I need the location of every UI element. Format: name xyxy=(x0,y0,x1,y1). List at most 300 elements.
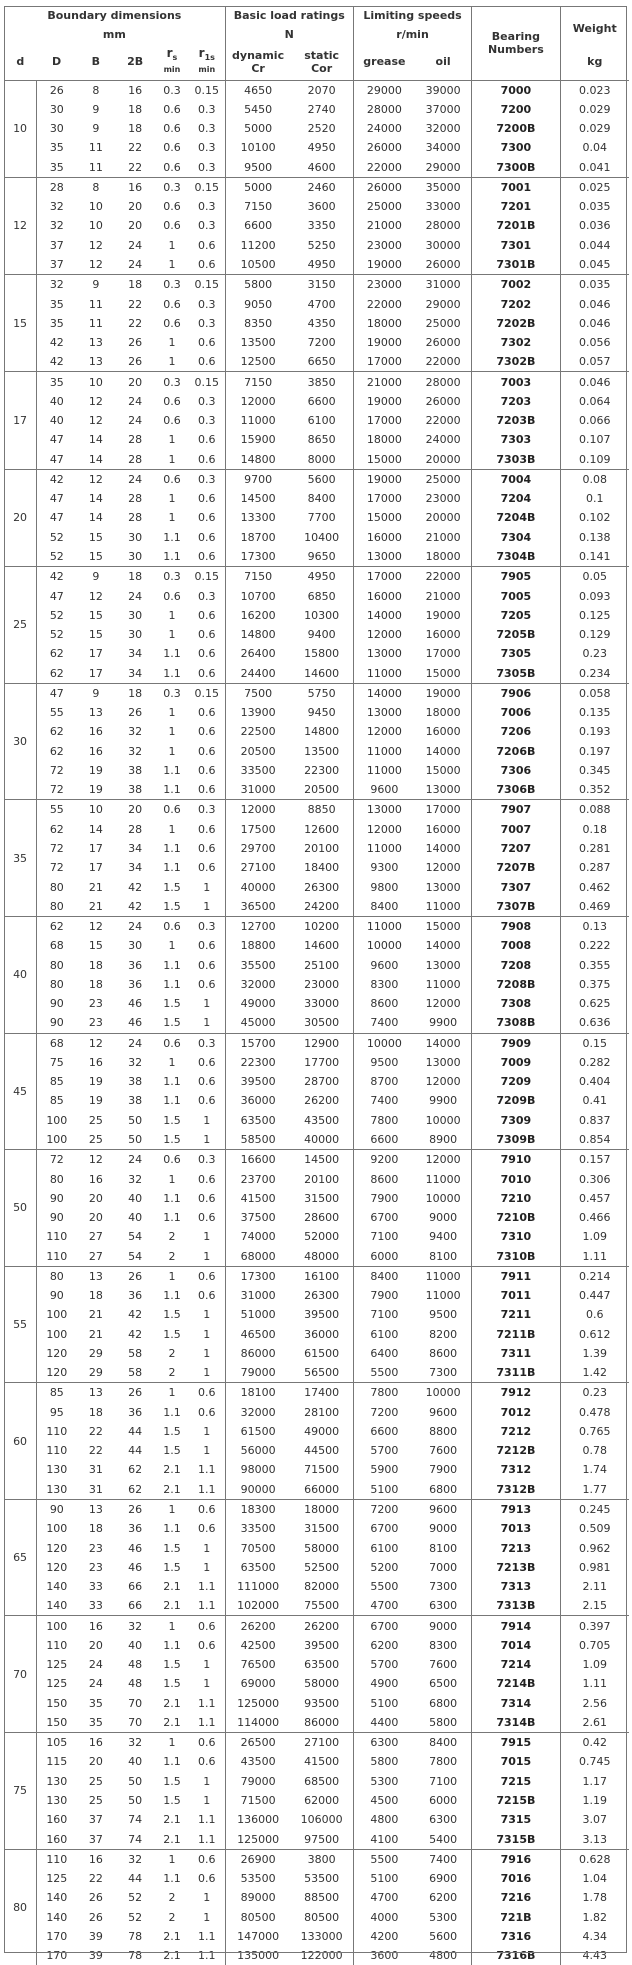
cell-dynamic-cr: 71500 xyxy=(225,1791,290,1810)
cell-bearing-number: 7210B xyxy=(472,1208,560,1227)
cell-r1s: 0.6 xyxy=(189,1733,225,1753)
cell-weight: 1.04 xyxy=(560,1869,629,1888)
cell-2B: 58 xyxy=(128,1346,143,1360)
table-row xyxy=(4,1733,629,1753)
cell-D: 105 xyxy=(37,1733,77,1753)
cell-grease: 23000 xyxy=(353,275,415,295)
cell-2B: 24 xyxy=(128,258,143,272)
cell-rs: 1.1 xyxy=(163,841,181,855)
cell-2B: 24 xyxy=(128,238,143,252)
cell-bearing-number: 7016 xyxy=(472,1869,560,1888)
cell-static-cor: 44500 xyxy=(304,1444,340,1458)
cell-bearing-number: 7300B xyxy=(472,158,560,178)
cell-dynamic-cr: 18300 xyxy=(225,1499,290,1519)
cell-weight: 0.6 xyxy=(560,1305,629,1324)
cell-bearing-number: 7314B xyxy=(472,1713,560,1733)
cell-B: 19 xyxy=(88,1094,103,1108)
cell-static-cor: 93500 xyxy=(304,1696,340,1710)
cell-D: 90 xyxy=(37,1208,77,1227)
col-kg-header: kg xyxy=(560,44,629,80)
cell-2B: 40 xyxy=(128,1211,143,1225)
table-row xyxy=(4,352,629,372)
cell-dynamic-cr: 16200 xyxy=(225,606,290,625)
cell-bearing-number: 7310 xyxy=(472,1227,560,1246)
cell-oil: 37000 xyxy=(425,102,461,116)
cell-2B: 32 xyxy=(128,725,143,739)
cell-D: 100 xyxy=(37,1325,77,1344)
table-row xyxy=(4,780,629,800)
cell-dynamic-cr: 125000 xyxy=(225,1694,290,1713)
cell-bearing-number: 7303B xyxy=(472,450,560,470)
cell-rs: 1.1 xyxy=(163,1094,181,1108)
cell-oil: 8300 xyxy=(429,1638,458,1652)
cell-D: 47 xyxy=(37,430,77,449)
cell-weight: 0.029 xyxy=(560,100,629,119)
cell-weight: 1.09 xyxy=(560,1655,629,1674)
cell-bearing-number: 7302B xyxy=(472,352,560,372)
bore-diameter-cell: 40 xyxy=(4,916,37,1033)
table-row xyxy=(4,1791,629,1810)
cell-r1s: 0.6 xyxy=(189,1849,225,1869)
cell-weight: 0.457 xyxy=(560,1189,629,1208)
cell-rs: 1 xyxy=(168,452,176,466)
cell-bearing-number: 7008 xyxy=(472,936,560,955)
cell-2B: 58 xyxy=(128,1366,143,1380)
cell-grease: 22000 xyxy=(353,158,415,178)
cell-bearing-number: 7214 xyxy=(472,1655,560,1674)
cell-2B: 16 xyxy=(115,177,155,197)
cell-dynamic-cr: 10700 xyxy=(225,586,290,605)
cell-weight: 0.981 xyxy=(560,1558,629,1577)
cell-oil: 25000 xyxy=(425,316,461,330)
cell-B: 18 xyxy=(88,958,103,972)
cell-B: 39 xyxy=(88,1929,103,1943)
cell-D: 52 xyxy=(37,547,77,567)
cell-B: 16 xyxy=(77,1849,116,1869)
cell-B: 18 xyxy=(88,1405,103,1419)
table-row xyxy=(4,722,629,741)
cell-weight: 0.058 xyxy=(560,683,629,703)
table-row xyxy=(4,216,629,235)
cell-r1s: 0.6 xyxy=(198,822,216,836)
cell-bearing-number: 7213B xyxy=(472,1558,560,1577)
table-row xyxy=(4,392,629,411)
cell-static-cor: 4950 xyxy=(307,141,336,155)
cell-r1s: 1 xyxy=(203,997,211,1011)
cell-static-cor: 25100 xyxy=(304,958,340,972)
cell-2B: 34 xyxy=(128,647,143,661)
cell-r1s: 0.6 xyxy=(198,939,216,953)
cell-bearing-number: 7205 xyxy=(472,606,560,625)
table-row xyxy=(4,1636,629,1655)
cell-B: 12 xyxy=(88,238,103,252)
cell-r1s: 1 xyxy=(203,1424,211,1438)
cell-r1s: 0.6 xyxy=(198,238,216,252)
cell-oil: 6000 xyxy=(429,1794,458,1807)
cell-static-cor: 53500 xyxy=(304,1872,340,1886)
cell-2B: 46 xyxy=(128,1560,143,1574)
cell-dynamic-cr: 22500 xyxy=(225,722,290,741)
cell-2B: 50 xyxy=(128,1774,143,1788)
cell-r1s: 0.6 xyxy=(198,763,216,777)
table-row xyxy=(4,1383,629,1403)
cell-grease: 4700 xyxy=(353,1596,415,1616)
cell-D: 68 xyxy=(37,936,77,955)
cell-dynamic-cr: 12000 xyxy=(225,392,290,411)
cell-rs: 0.3 xyxy=(155,372,189,392)
cell-rs: 1 xyxy=(168,725,176,739)
cell-B: 25 xyxy=(88,1794,103,1807)
cell-bearing-number: 7202 xyxy=(472,294,560,313)
cell-static-cor: 82000 xyxy=(304,1580,340,1594)
cell-bearing-number: 7914 xyxy=(472,1616,560,1636)
cell-bearing-number: 7200B xyxy=(472,119,560,138)
cell-oil: 29000 xyxy=(425,297,461,311)
table-row xyxy=(4,1499,629,1519)
cell-2B: 50 xyxy=(128,1132,143,1146)
cell-D: 100 xyxy=(37,1305,77,1324)
cell-rs: 1.1 xyxy=(163,647,181,661)
cell-grease: 6100 xyxy=(353,1538,415,1557)
cell-r1s: 0.6 xyxy=(198,1094,216,1108)
cell-B: 13 xyxy=(77,1266,116,1286)
cell-2B: 78 xyxy=(128,1949,143,1963)
cell-rs: 2 xyxy=(168,1891,176,1905)
table-row xyxy=(4,1674,629,1693)
cell-2B: 32 xyxy=(128,1172,143,1186)
cell-static-cor: 8400 xyxy=(307,492,336,506)
table-row xyxy=(4,1305,629,1324)
cell-rs: 0.6 xyxy=(163,589,181,603)
cell-bearing-number: 7216 xyxy=(472,1888,560,1907)
cell-B: 21 xyxy=(88,880,103,894)
r1s-min-label: min xyxy=(198,65,216,75)
cell-r1s: 0.3 xyxy=(198,219,216,233)
cell-rs: 0.3 xyxy=(155,80,189,100)
table-row xyxy=(4,1558,629,1577)
cell-bearing-number: 7208B xyxy=(472,975,560,994)
cell-D: 75 xyxy=(37,1053,77,1072)
cell-weight: 0.447 xyxy=(560,1286,629,1305)
cell-weight: 0.745 xyxy=(560,1752,629,1771)
cell-weight: 3.13 xyxy=(560,1829,629,1849)
cell-D: 85 xyxy=(37,1091,77,1110)
cell-weight: 0.1 xyxy=(560,489,629,508)
cell-grease: 5300 xyxy=(353,1772,415,1791)
cell-weight: 0.035 xyxy=(560,275,629,295)
cell-D: 47 xyxy=(37,586,77,605)
cell-oil: 7900 xyxy=(429,1463,458,1477)
cell-oil: 7000 xyxy=(429,1560,458,1574)
cell-bearing-number: 7006 xyxy=(472,703,560,722)
cell-r1s: 0.3 xyxy=(198,122,216,136)
cell-r1s: 0.15 xyxy=(189,567,225,587)
cell-B: 9 xyxy=(92,102,100,116)
cell-2B: 24 xyxy=(115,916,155,936)
cell-static-cor: 3150 xyxy=(290,275,353,295)
cell-rs: 2.1 xyxy=(163,1580,181,1594)
col-r1s-header xyxy=(189,44,225,80)
cell-dynamic-cr: 6600 xyxy=(225,216,290,235)
cell-weight: 0.375 xyxy=(560,975,629,994)
cell-B: 21 xyxy=(88,1327,103,1341)
cell-r1s: 0.6 xyxy=(198,958,216,972)
cell-D: 125 xyxy=(37,1655,77,1674)
cell-weight: 0.023 xyxy=(560,80,629,100)
cell-D: 90 xyxy=(37,1499,77,1519)
cell-weight: 0.281 xyxy=(560,839,629,858)
cell-rs: 0.6 xyxy=(155,1033,189,1053)
cell-dynamic-cr: 86000 xyxy=(225,1344,290,1363)
cell-weight: 0.765 xyxy=(560,1422,629,1441)
cell-grease: 7800 xyxy=(353,1383,415,1403)
cell-r1s: 1 xyxy=(203,1910,211,1924)
cell-D: 170 xyxy=(37,1946,77,1965)
table-row xyxy=(4,1266,629,1286)
cell-r1s: 0.6 xyxy=(198,1755,216,1769)
cell-static-cor: 39500 xyxy=(304,1308,340,1322)
cell-static-cor: 4950 xyxy=(290,567,353,587)
cell-weight: 0.093 xyxy=(560,586,629,605)
cell-2B: 26 xyxy=(128,336,143,350)
cell-grease: 7200 xyxy=(353,1403,415,1422)
cell-grease: 5100 xyxy=(353,1869,415,1888)
cell-dynamic-cr: 29700 xyxy=(225,839,290,858)
cell-B: 29 xyxy=(88,1366,103,1380)
cell-r1s: 0.15 xyxy=(189,683,225,703)
cell-oil: 14000 xyxy=(425,744,461,758)
cell-oil: 7300 xyxy=(429,1366,458,1380)
cell-2B: 22 xyxy=(128,316,143,330)
cell-r1s: 1 xyxy=(203,1016,211,1030)
cell-rs: 1.1 xyxy=(163,1638,181,1652)
cell-weight: 0.046 xyxy=(560,294,629,313)
cell-2B: 24 xyxy=(128,394,143,408)
cell-oil: 11000 xyxy=(425,1289,461,1303)
cell-grease: 5900 xyxy=(353,1460,415,1479)
cell-r1s: 0.6 xyxy=(198,706,216,720)
cell-2B: 48 xyxy=(128,1658,143,1672)
cell-rs: 0.6 xyxy=(163,219,181,233)
cell-r1s: 1 xyxy=(203,1444,211,1458)
cell-static-cor: 63500 xyxy=(304,1658,340,1672)
cell-rs: 1.5 xyxy=(163,1774,181,1788)
cell-weight: 1.42 xyxy=(560,1363,629,1383)
cell-weight: 1.39 xyxy=(560,1344,629,1363)
cell-grease: 9300 xyxy=(353,858,415,877)
cell-dynamic-cr: 80500 xyxy=(225,1907,290,1926)
cell-rs: 1 xyxy=(168,1172,176,1186)
cell-rs: 0.3 xyxy=(155,683,189,703)
table-row xyxy=(4,275,629,295)
cell-dynamic-cr: 51000 xyxy=(225,1305,290,1324)
table-row xyxy=(4,683,629,703)
cell-rs: 2 xyxy=(168,1910,176,1924)
cell-static-cor: 62000 xyxy=(304,1794,340,1807)
cell-grease: 7400 xyxy=(353,1091,415,1110)
cell-2B: 20 xyxy=(128,200,143,214)
table-row xyxy=(4,1227,629,1246)
cell-D: 90 xyxy=(37,994,77,1013)
cell-bearing-number: 7309B xyxy=(472,1130,560,1150)
cell-oil: 6300 xyxy=(429,1599,458,1613)
cell-grease: 4100 xyxy=(353,1829,415,1849)
col-rs-header xyxy=(155,44,189,80)
cell-oil: 8100 xyxy=(429,1249,458,1263)
cell-rs: 1 xyxy=(168,336,176,350)
cell-static-cor: 4950 xyxy=(307,258,336,272)
cell-grease: 5800 xyxy=(353,1752,415,1771)
cell-D: 100 xyxy=(37,1111,77,1130)
cell-static-cor: 2740 xyxy=(307,102,336,116)
cell-rs: 1.1 xyxy=(163,861,181,875)
cell-D: 140 xyxy=(37,1888,77,1907)
cell-2B: 26 xyxy=(115,1499,155,1519)
cell-B: 24 xyxy=(88,1677,103,1691)
cell-2B: 46 xyxy=(128,1541,143,1555)
cell-D: 130 xyxy=(37,1460,77,1479)
cell-r1s: 0.3 xyxy=(189,916,225,936)
cell-2B: 34 xyxy=(128,841,143,855)
table-row xyxy=(4,158,629,178)
cell-dynamic-cr: 76500 xyxy=(225,1655,290,1674)
cell-weight: 0.138 xyxy=(560,528,629,547)
table-row xyxy=(4,430,629,449)
cell-grease: 16000 xyxy=(353,528,415,547)
cell-r1s: 1 xyxy=(203,1230,211,1244)
cell-grease: 8300 xyxy=(353,975,415,994)
cell-oil: 10000 xyxy=(425,1191,461,1205)
cell-bearing-number: 7916 xyxy=(472,1849,560,1869)
cell-bearing-number: 7009 xyxy=(472,1053,560,1072)
cell-static-cor: 8650 xyxy=(307,433,336,447)
table-body xyxy=(4,80,629,1965)
bore-diameter-cell: 70 xyxy=(4,1616,37,1733)
cell-r1s: 0.6 xyxy=(198,608,216,622)
cell-static-cor: 52500 xyxy=(304,1560,340,1574)
cell-grease: 6200 xyxy=(353,1636,415,1655)
cell-2B: 24 xyxy=(115,1033,155,1053)
cell-bearing-number: 7213 xyxy=(472,1538,560,1557)
cell-oil: 14000 xyxy=(425,939,461,953)
cell-grease: 6600 xyxy=(353,1422,415,1441)
cell-2B: 28 xyxy=(128,452,143,466)
cell-D: 47 xyxy=(37,683,77,703)
cell-B: 19 xyxy=(88,1075,103,1089)
cell-grease: 21000 xyxy=(353,216,415,235)
cell-bearing-number: 7310B xyxy=(472,1246,560,1266)
bore-diameter-cell: 17 xyxy=(4,372,37,469)
cell-D: 130 xyxy=(37,1791,77,1810)
cell-B: 9 xyxy=(77,275,116,295)
col-dynamic-header xyxy=(225,44,290,80)
table-row xyxy=(4,1403,629,1422)
cell-B: 25 xyxy=(88,1774,103,1788)
cell-static-cor: 68500 xyxy=(304,1774,340,1788)
bearing-numbers-header xyxy=(472,6,560,80)
cell-B: 10 xyxy=(77,800,116,820)
table-row xyxy=(4,1013,629,1033)
cell-2B: 54 xyxy=(128,1230,143,1244)
cell-grease: 6000 xyxy=(353,1246,415,1266)
cell-B: 12 xyxy=(88,258,103,272)
cell-oil: 11000 xyxy=(415,1266,472,1286)
cell-weight: 0.306 xyxy=(560,1169,629,1188)
col-2B-header: 2B xyxy=(115,44,155,80)
table-row xyxy=(4,1655,629,1674)
cell-r1s: 0.15 xyxy=(189,177,225,197)
cell-rs: 1 xyxy=(168,939,176,953)
bore-diameter-cell: 55 xyxy=(4,1266,37,1383)
cell-oil: 21000 xyxy=(425,589,461,603)
cell-static-cor: 17400 xyxy=(290,1383,353,1403)
cell-grease: 6400 xyxy=(353,1344,415,1363)
cell-2B: 26 xyxy=(128,706,143,720)
cell-r1s: 1 xyxy=(203,1327,211,1341)
cell-D: 37 xyxy=(37,236,77,255)
cell-grease: 4700 xyxy=(353,1888,415,1907)
cell-2B: 18 xyxy=(128,102,143,116)
cell-D: 80 xyxy=(37,897,77,917)
cell-grease: 4500 xyxy=(353,1791,415,1810)
cell-oil: 7300 xyxy=(429,1580,458,1594)
cell-bearing-number: 7212B xyxy=(472,1441,560,1460)
cell-weight: 0.355 xyxy=(560,955,629,974)
cell-grease: 8600 xyxy=(353,994,415,1013)
cell-dynamic-cr: 35500 xyxy=(225,955,290,974)
cell-grease: 7800 xyxy=(353,1111,415,1130)
cell-D: 140 xyxy=(37,1577,77,1596)
cell-D: 120 xyxy=(37,1558,77,1577)
cell-oil: 12000 xyxy=(425,997,461,1011)
cell-dynamic-cr: 26200 xyxy=(225,1616,290,1636)
cell-r1s: 0.6 xyxy=(198,511,216,525)
cell-r1s: 0.3 xyxy=(189,800,225,820)
cell-r1s: 0.6 xyxy=(198,783,216,797)
table-row xyxy=(4,839,629,858)
cell-static-cor: 13500 xyxy=(304,744,340,758)
cell-B: 11 xyxy=(88,141,103,155)
cell-static-cor: 43500 xyxy=(304,1113,340,1127)
cell-2B: 38 xyxy=(128,1094,143,1108)
cell-r1s: 0.6 xyxy=(198,666,216,680)
cell-D: 62 xyxy=(37,644,77,663)
cell-static-cor: 20100 xyxy=(304,1172,340,1186)
cell-2B: 26 xyxy=(128,355,143,369)
cell-B: 26 xyxy=(88,1891,103,1905)
cell-grease: 7400 xyxy=(353,1013,415,1033)
cell-rs: 1.1 xyxy=(163,530,181,544)
cell-D: 110 xyxy=(37,1422,77,1441)
cell-dynamic-cr: 31000 xyxy=(225,1286,290,1305)
cell-static-cor: 23000 xyxy=(304,977,340,991)
cell-2B: 78 xyxy=(128,1929,143,1943)
bore-diameter-cell: 30 xyxy=(4,683,37,800)
cell-2B: 18 xyxy=(115,567,155,587)
cell-bearing-number: 7207 xyxy=(472,839,560,858)
cell-dynamic-cr: 20500 xyxy=(225,742,290,761)
cell-oil: 4800 xyxy=(429,1949,458,1963)
cell-2B: 30 xyxy=(128,530,143,544)
col-grease-header: grease xyxy=(353,44,415,80)
table-row xyxy=(4,1344,629,1363)
cell-2B: 38 xyxy=(128,1075,143,1089)
cell-D: 80 xyxy=(37,877,77,896)
cell-weight: 0.141 xyxy=(560,547,629,567)
cell-B: 16 xyxy=(88,744,103,758)
cell-B: 20 xyxy=(88,1191,103,1205)
cell-B: 12 xyxy=(88,414,103,428)
